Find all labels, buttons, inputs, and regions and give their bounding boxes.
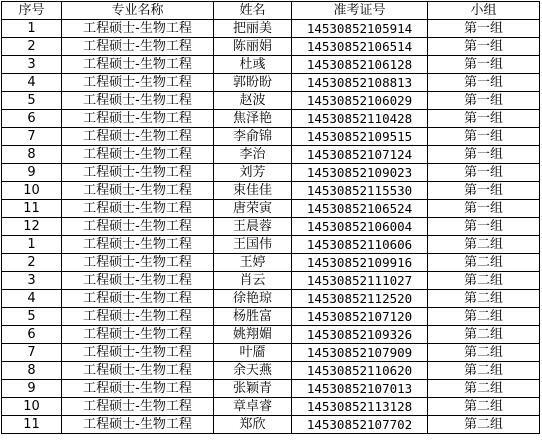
cell-ticket: 14530852106524 bbox=[292, 200, 428, 218]
cell-name: 焦泽艳 bbox=[214, 110, 292, 128]
table-row bbox=[2, 218, 540, 236]
table-row bbox=[2, 290, 540, 308]
cell-seq: 7 bbox=[2, 128, 62, 146]
cell-seq: 10 bbox=[2, 398, 62, 416]
cell-major: 工程硕士-生物工程 bbox=[62, 272, 214, 290]
cell-major: 工程硕士-生物工程 bbox=[62, 146, 214, 164]
cell-seq: 11 bbox=[2, 200, 62, 218]
cell-name: 刘芳 bbox=[214, 164, 292, 182]
cell-group: 第二组 bbox=[428, 308, 540, 326]
cell-group: 第二组 bbox=[428, 272, 540, 290]
cell-major: 工程硕士-生物工程 bbox=[62, 362, 214, 380]
cell-major: 工程硕士-生物工程 bbox=[62, 38, 214, 56]
cell-name: 杜彧 bbox=[214, 56, 292, 74]
table-row bbox=[2, 164, 540, 182]
header-major: 专业名称 bbox=[62, 2, 214, 20]
cell-name: 肖云 bbox=[214, 272, 292, 290]
cell-major: 工程硕士-生物工程 bbox=[62, 182, 214, 200]
cell-name: 李治 bbox=[214, 146, 292, 164]
table-body bbox=[2, 20, 540, 434]
cell-ticket: 14530852106514 bbox=[292, 38, 428, 56]
cell-group: 第一组 bbox=[428, 218, 540, 236]
table-row bbox=[2, 416, 540, 434]
table-row bbox=[2, 92, 540, 110]
table-row bbox=[2, 236, 540, 254]
cell-ticket: 14530852105914 bbox=[292, 20, 428, 38]
cell-major: 工程硕士-生物工程 bbox=[62, 110, 214, 128]
table-row bbox=[2, 362, 540, 380]
exam-roster-table bbox=[1, 1, 540, 434]
table-row bbox=[2, 182, 540, 200]
cell-ticket: 14530852110606 bbox=[292, 236, 428, 254]
cell-ticket: 14530852110428 bbox=[292, 110, 428, 128]
table-row bbox=[2, 344, 540, 362]
table-row bbox=[2, 398, 540, 416]
cell-major: 工程硕士-生物工程 bbox=[62, 380, 214, 398]
cell-major: 工程硕士-生物工程 bbox=[62, 290, 214, 308]
cell-major: 工程硕士-生物工程 bbox=[62, 254, 214, 272]
cell-group: 第二组 bbox=[428, 326, 540, 344]
cell-major: 工程硕士-生物工程 bbox=[62, 326, 214, 344]
cell-name: 陈丽娟 bbox=[214, 38, 292, 56]
cell-major: 工程硕士-生物工程 bbox=[62, 20, 214, 38]
cell-group: 第二组 bbox=[428, 344, 540, 362]
cell-group: 第一组 bbox=[428, 74, 540, 92]
cell-group: 第二组 bbox=[428, 416, 540, 434]
cell-seq: 12 bbox=[2, 218, 62, 236]
cell-name: 唐荣寅 bbox=[214, 200, 292, 218]
cell-major: 工程硕士-生物工程 bbox=[62, 218, 214, 236]
cell-name: 李俞锦 bbox=[214, 128, 292, 146]
cell-group: 第一组 bbox=[428, 164, 540, 182]
cell-seq: 4 bbox=[2, 290, 62, 308]
header-row bbox=[2, 2, 540, 20]
cell-group: 第一组 bbox=[428, 56, 540, 74]
cell-ticket: 14530852109023 bbox=[292, 164, 428, 182]
cell-group: 第一组 bbox=[428, 200, 540, 218]
cell-seq: 4 bbox=[2, 74, 62, 92]
cell-major: 工程硕士-生物工程 bbox=[62, 236, 214, 254]
cell-ticket: 14530852107013 bbox=[292, 380, 428, 398]
cell-ticket: 14530852113128 bbox=[292, 398, 428, 416]
cell-group: 第一组 bbox=[428, 92, 540, 110]
cell-name: 余天燕 bbox=[214, 362, 292, 380]
cell-major: 工程硕士-生物工程 bbox=[62, 200, 214, 218]
cell-ticket: 14530852107124 bbox=[292, 146, 428, 164]
cell-seq: 8 bbox=[2, 362, 62, 380]
table-row bbox=[2, 254, 540, 272]
cell-seq: 1 bbox=[2, 20, 62, 38]
cell-seq: 3 bbox=[2, 56, 62, 74]
cell-major: 工程硕士-生物工程 bbox=[62, 74, 214, 92]
cell-group: 第二组 bbox=[428, 290, 540, 308]
cell-seq: 1 bbox=[2, 236, 62, 254]
cell-seq: 5 bbox=[2, 308, 62, 326]
cell-group: 第一组 bbox=[428, 20, 540, 38]
cell-name: 王婷 bbox=[214, 254, 292, 272]
cell-group: 第一组 bbox=[428, 146, 540, 164]
table-row bbox=[2, 56, 540, 74]
cell-major: 工程硕士-生物工程 bbox=[62, 398, 214, 416]
cell-major: 工程硕士-生物工程 bbox=[62, 344, 214, 362]
cell-seq: 3 bbox=[2, 272, 62, 290]
cell-group: 第一组 bbox=[428, 38, 540, 56]
cell-name: 把丽美 bbox=[214, 20, 292, 38]
cell-name: 章卓睿 bbox=[214, 398, 292, 416]
cell-group: 第一组 bbox=[428, 110, 540, 128]
header-group: 小组 bbox=[428, 2, 540, 20]
header-name: 姓名 bbox=[214, 2, 292, 20]
cell-group: 第二组 bbox=[428, 380, 540, 398]
cell-ticket: 14530852106029 bbox=[292, 92, 428, 110]
cell-seq: 9 bbox=[2, 380, 62, 398]
cell-name: 郑欣 bbox=[214, 416, 292, 434]
cell-name: 姚翔媚 bbox=[214, 326, 292, 344]
cell-major: 工程硕士-生物工程 bbox=[62, 56, 214, 74]
cell-major: 工程硕士-生物工程 bbox=[62, 164, 214, 182]
cell-seq: 2 bbox=[2, 254, 62, 272]
cell-major: 工程硕士-生物工程 bbox=[62, 308, 214, 326]
cell-seq: 7 bbox=[2, 344, 62, 362]
table-row bbox=[2, 200, 540, 218]
cell-group: 第一组 bbox=[428, 182, 540, 200]
cell-name: 束佳佳 bbox=[214, 182, 292, 200]
table-row bbox=[2, 38, 540, 56]
cell-ticket: 14530852107120 bbox=[292, 308, 428, 326]
header-seq: 序号 bbox=[2, 2, 62, 20]
cell-name: 徐艳琼 bbox=[214, 290, 292, 308]
table-row bbox=[2, 20, 540, 38]
cell-ticket: 14530852107909 bbox=[292, 344, 428, 362]
table-row bbox=[2, 308, 540, 326]
cell-name: 郭盼盼 bbox=[214, 74, 292, 92]
cell-ticket: 14530852109515 bbox=[292, 128, 428, 146]
table-row bbox=[2, 74, 540, 92]
table-row bbox=[2, 380, 540, 398]
cell-name: 赵波 bbox=[214, 92, 292, 110]
table-row bbox=[2, 146, 540, 164]
table-row bbox=[2, 110, 540, 128]
cell-major: 工程硕士-生物工程 bbox=[62, 128, 214, 146]
cell-ticket: 14530852109916 bbox=[292, 254, 428, 272]
cell-ticket: 14530852110620 bbox=[292, 362, 428, 380]
cell-name: 张颖青 bbox=[214, 380, 292, 398]
cell-name: 叶靥 bbox=[214, 344, 292, 362]
cell-ticket: 14530852106004 bbox=[292, 218, 428, 236]
table-row bbox=[2, 128, 540, 146]
table-row bbox=[2, 272, 540, 290]
cell-ticket: 14530852115530 bbox=[292, 182, 428, 200]
cell-seq: 5 bbox=[2, 92, 62, 110]
cell-ticket: 14530852106128 bbox=[292, 56, 428, 74]
table-header bbox=[2, 2, 540, 20]
cell-seq: 10 bbox=[2, 182, 62, 200]
cell-ticket: 14530852112520 bbox=[292, 290, 428, 308]
cell-ticket: 14530852111027 bbox=[292, 272, 428, 290]
cell-ticket: 14530852109326 bbox=[292, 326, 428, 344]
cell-major: 工程硕士-生物工程 bbox=[62, 92, 214, 110]
cell-seq: 6 bbox=[2, 326, 62, 344]
cell-seq: 2 bbox=[2, 38, 62, 56]
cell-seq: 9 bbox=[2, 164, 62, 182]
cell-group: 第二组 bbox=[428, 254, 540, 272]
cell-seq: 8 bbox=[2, 146, 62, 164]
cell-group: 第二组 bbox=[428, 236, 540, 254]
table-row bbox=[2, 326, 540, 344]
cell-group: 第二组 bbox=[428, 362, 540, 380]
cell-seq: 11 bbox=[2, 416, 62, 434]
cell-seq: 6 bbox=[2, 110, 62, 128]
cell-name: 王晨蓉 bbox=[214, 218, 292, 236]
cell-major: 工程硕士-生物工程 bbox=[62, 416, 214, 434]
header-ticket: 准考证号 bbox=[292, 2, 428, 20]
cell-name: 杨胜富 bbox=[214, 308, 292, 326]
cell-name: 王国伟 bbox=[214, 236, 292, 254]
cell-ticket: 14530852107702 bbox=[292, 416, 428, 434]
cell-group: 第二组 bbox=[428, 398, 540, 416]
cell-ticket: 14530852108813 bbox=[292, 74, 428, 92]
cell-group: 第一组 bbox=[428, 128, 540, 146]
